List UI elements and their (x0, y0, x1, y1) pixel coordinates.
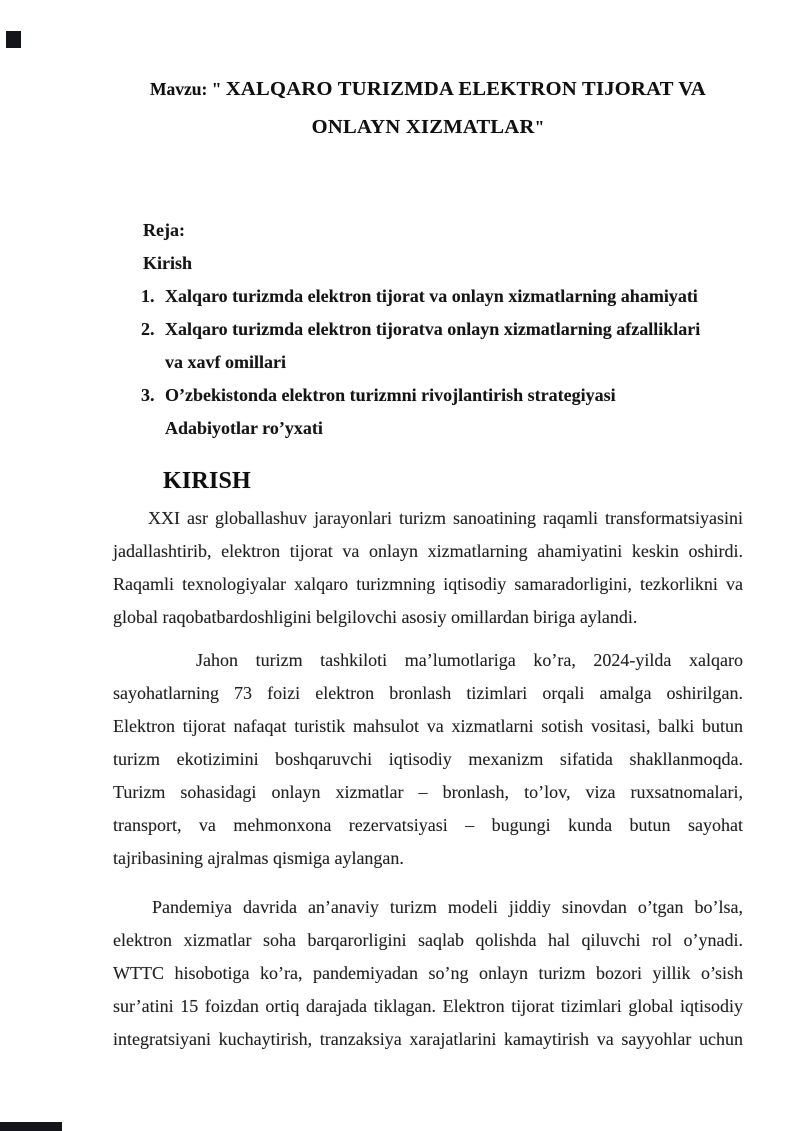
paragraph-1: XXI asr globallashuv jarayonlari turizm sanoatining raqamli transformatsiyasini jadallashtirib, elektron tijorat va onlayn xizmatlarning ahamiyatini keskin oshirdi. Raqamli texnologiyalar xalqaro turizmning iqtisodiy samaradorligini, tezkorlikni va global raqobatbardoshligini belgilovchi asosiy omillardan biriga aylandi. (113, 508, 743, 627)
paragraph-2: Jahon turizm tashkiloti ma’lumotlariga ko’ra, 2024-yilda xalqaro sayohatlarning 73 foizi elektron bronlash tizimlari orqali amalga oshirilgan. Elektron tijorat nafaqat turistik mahsulot va xizmatlarni sotish vositasi, balki butun turizm ekotizimini boshqaruvchi iqtisodiy mexanizm sifatida shakllanmoqda. Turizm sohasidagi onlayn xizmatlar – bronlash, to’lov, viza ruxsatnomalari, transport, va mehmonxona rezervatsiyasi – bugungi kunda butun sayohat tajribasining ajralmas qismiga aylangan. (113, 650, 743, 868)
document-title-line1 (113, 71, 743, 109)
scan-artifact-top-left (6, 31, 21, 48)
title-prefix: Mavzu: " (150, 79, 226, 99)
outline-item-3 (141, 379, 747, 445)
outline-label: Reja: (143, 220, 185, 240)
outline-intro: Kirish (143, 253, 193, 273)
outline-block (141, 214, 747, 445)
outline-item-1-text: Xalqaro turizmda elektron tijorat va onlayn xizmatlarning ahamiyati (165, 286, 698, 306)
section-heading-kirish: KIRISH (163, 468, 251, 494)
outline-item-1-number: 1. (141, 286, 155, 306)
title-suffix: " (534, 117, 545, 137)
document-title (113, 71, 743, 147)
outline-item-2-text: Xalqaro turizmda elektron tijoratva onlayn xizmatlarning afzalliklari va xavf omillari (165, 319, 701, 372)
title-main-line2: ONLAYN XIZMATLAR (311, 116, 535, 138)
outline-item-3-text: O’zbekistonda elektron turizmni rivojlantirish strategiyasi Adabiyotlar ro’yxati (165, 385, 616, 438)
title-main-line1: XALQARO TURIZMDA ELEKTRON TIJORAT VA (225, 78, 706, 100)
document-title-line2 (113, 109, 743, 147)
paragraph-3: Pandemiya davrida an’anaviy turizm modeli jiddiy sinovdan o’tgan bo’lsa, elektron xizmatlar soha barqarorligini saqlab qolishda hal qiluvchi rol o’ynadi. WTTC hisobotiga ko’ra, pandemiyadan so’ng onlayn turizm bozori yillik o’sish sur’atini 15 foizdan ortiq darajada tiklagan. Elektron tijorat tizimlari global iqtisodiy integratsiyani kuchaytirish, tranzaksiya xarajatlarini kamaytirish va sayyohlar uchun (113, 897, 743, 1049)
outline-item-2-number: 2. (141, 319, 155, 339)
outline-item-2 (141, 313, 747, 379)
outline-item-3-number: 3. (141, 385, 155, 405)
scan-artifact-bottom-left (0, 1122, 62, 1131)
outline-item-1 (141, 280, 747, 313)
